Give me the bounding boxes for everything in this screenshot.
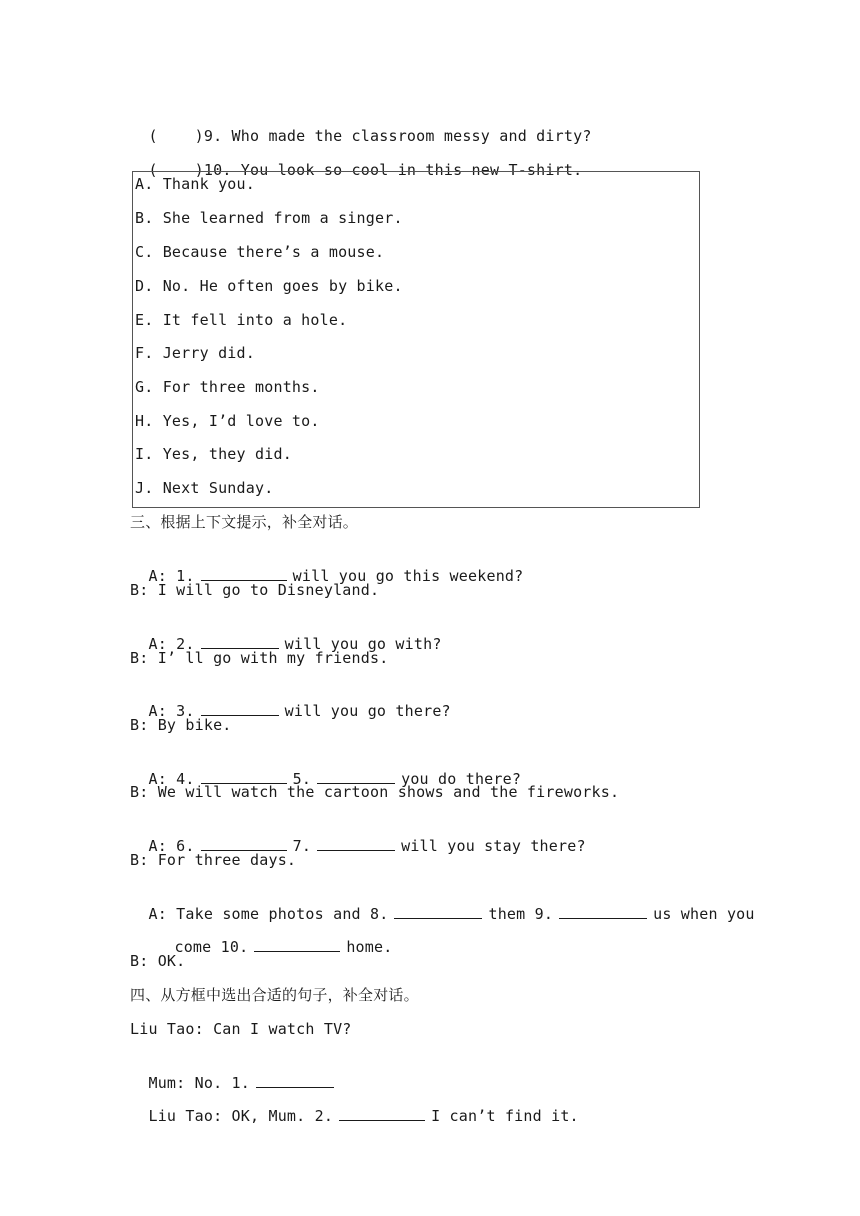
line-text: them 9.: [488, 905, 554, 923]
blank-2[interactable]: [201, 634, 279, 649]
blank-1[interactable]: [201, 566, 287, 581]
option-i: I. Yes, they did.: [135, 445, 292, 463]
answer-paren[interactable]: ( ): [148, 161, 204, 179]
dialogue-line: B: We will watch the cartoon shows and the fireworks.: [130, 783, 620, 801]
blank-3[interactable]: [201, 701, 279, 716]
option-h: H. Yes, I’d love to.: [135, 412, 320, 430]
line-text: Liu Tao: OK, Mum. 2.: [148, 1107, 334, 1125]
line-text: you do there?: [401, 770, 522, 788]
dialogue-line: B: By bike.: [130, 716, 232, 734]
line-text: will you stay there?: [401, 837, 586, 855]
option-d: D. No. He often goes by bike.: [135, 277, 403, 295]
dialogue-line: B: I’ ll go with my friends.: [130, 649, 389, 667]
line-text: will you go this weekend?: [292, 567, 524, 585]
option-a: A. Thank you.: [135, 175, 255, 193]
line-text: A: 2.: [148, 635, 195, 653]
line-text: A: 4.: [148, 770, 195, 788]
dialogue-line: B: OK.: [130, 952, 186, 970]
blank-9[interactable]: [559, 904, 647, 919]
line-text: us when you: [653, 905, 755, 923]
blank-6[interactable]: [201, 836, 287, 851]
line-text: will you go there?: [284, 702, 451, 720]
option-j: J. Next Sunday.: [135, 479, 274, 497]
question-text: 10. You look so cool in this new T-shirt.: [203, 161, 583, 179]
line-text: I can’t find it.: [431, 1107, 579, 1125]
dialogue-line: B: I will go to Disneyland.: [130, 581, 380, 599]
line-text: come 10.: [174, 938, 249, 956]
dialogue-line: [130, 1086, 579, 1126]
section3-heading: 三、根据上下文提示，补全对话。: [130, 513, 359, 531]
line-text: A: 6.: [148, 837, 195, 855]
line-text: will you go with?: [284, 635, 442, 653]
option-f: F. Jerry did.: [135, 344, 255, 362]
option-c: C. Because there’s a mouse.: [135, 243, 385, 261]
line-text: home.: [346, 938, 393, 956]
line-text: 5.: [292, 770, 312, 788]
line-text: A: Take some photos and 8.: [148, 905, 389, 923]
line-text: 7.: [292, 837, 312, 855]
line-text: A: 3.: [148, 702, 195, 720]
blank-2[interactable]: [339, 1106, 425, 1121]
dialogue-line: B: For three days.: [130, 851, 297, 869]
blank-7[interactable]: [317, 836, 395, 851]
line-text: A: 1.: [148, 567, 195, 585]
option-g: G. For three months.: [135, 378, 320, 396]
dialogue-line: [156, 917, 392, 957]
blank-8[interactable]: [394, 904, 482, 919]
line-text: Mum: No. 1.: [148, 1074, 251, 1092]
question-text: 9. Who made the classroom messy and dirty?: [203, 127, 592, 145]
answer-paren[interactable]: ( ): [148, 127, 204, 145]
blank-10[interactable]: [254, 937, 340, 952]
option-e: E. It fell into a hole.: [135, 311, 348, 329]
section4-heading: 四、从方框中选出合适的句子，补全对话。: [130, 986, 419, 1004]
option-b: B. She learned from a singer.: [135, 209, 403, 227]
dialogue-line: Liu Tao: Can I watch TV?: [130, 1020, 352, 1038]
